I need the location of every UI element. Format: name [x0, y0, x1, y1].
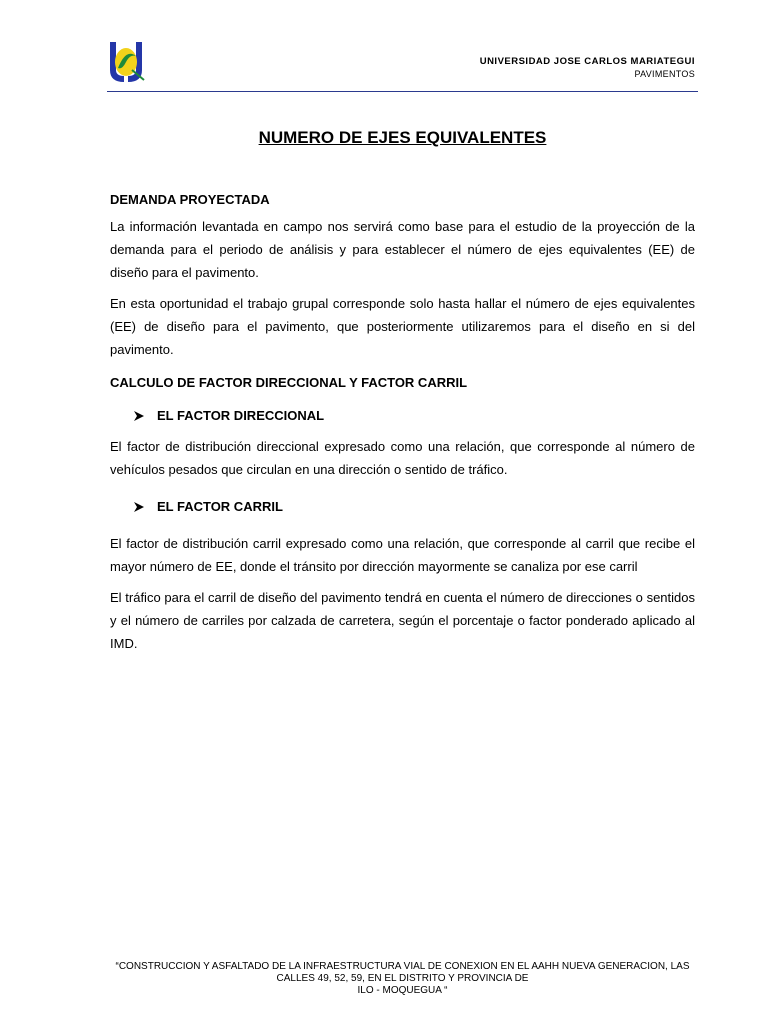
footer-project-title: “CONSTRUCCION Y ASFALTADO DE LA INFRAESTRUCTURA VIAL DE CONEXION EN EL AAHH NUEVA GENERACION, LAS CALLES 49, 52, 59, EN EL DISTRITO Y PROVINCIA DE	[115, 961, 690, 984]
university-logo-icon	[106, 40, 146, 84]
bullet-label: EL FACTOR DIRECCIONAL	[157, 408, 325, 423]
document-body	[110, 128, 695, 663]
university-name: UNIVERSIDAD JOSE CARLOS MARIATEGUI	[479, 56, 695, 67]
document-title: NUMERO DE EJES EQUIVALENTES	[258, 128, 547, 147]
course-name: PAVIMENTOS	[634, 69, 695, 79]
bullet-factor-carril	[133, 499, 695, 514]
paragraph: El factor de distribución direccional expresado como una relación, que corresponde al número de vehículos pesados que circulan en una dirección o sentido de tráfico.	[110, 439, 695, 477]
bullet-factor-direccional	[133, 408, 695, 423]
section-heading-demanda: DEMANDA PROYECTADA	[110, 192, 270, 207]
header-divider	[107, 91, 698, 92]
page-header	[480, 56, 695, 80]
paragraph: El factor de distribución carril expresado como una relación, que corresponde al carril que recibe el mayor número de EE, donde el tránsito por dirección mayormente se canaliza por ese carril	[110, 536, 695, 574]
paragraph: El tráfico para el carril de diseño del pavimento tendrá en cuenta el número de direcciones o sentidos y el número de carriles por calzada de carretera, según el porcentaje o factor ponderado aplicado al IMD.	[110, 590, 695, 651]
paragraph: La información levantada en campo nos servirá como base para el estudio de la proyección de la demanda para el periodo de análisis y para establecer el número de ejes equivalentes (EE) de diseño para el pavimento.	[110, 219, 695, 280]
paragraph: En esta oportunidad el trabajo grupal corresponde solo hasta hallar el número de ejes equivalentes (EE) de diseño para el pavimento, que posteriormente utilizaremos para el diseño en si del pavimento.	[110, 296, 695, 357]
page-footer	[110, 961, 695, 997]
arrowhead-bullet-icon	[133, 501, 147, 513]
section-heading-calculo: CALCULO DE FACTOR DIRECCIONAL Y FACTOR CARRIL	[110, 375, 468, 390]
bullet-label: EL FACTOR CARRIL	[157, 499, 283, 514]
footer-location: ILO - MOQUEGUA “	[357, 985, 448, 996]
arrowhead-bullet-icon	[133, 410, 147, 422]
